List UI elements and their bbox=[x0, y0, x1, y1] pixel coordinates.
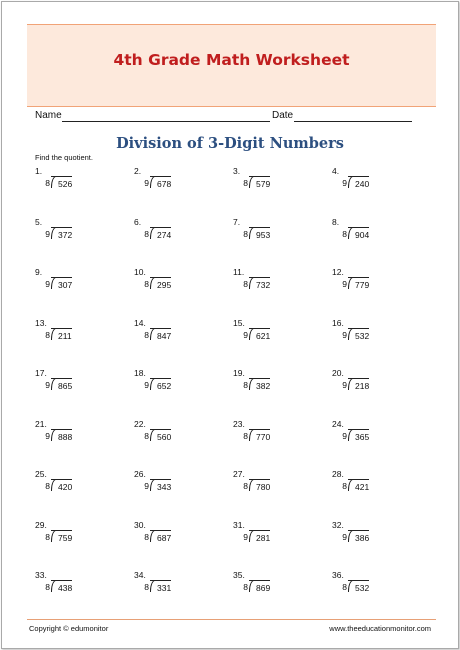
problem-number: 9. bbox=[35, 267, 43, 277]
dividend: 687 bbox=[150, 530, 171, 543]
problem-number: 33. bbox=[35, 570, 47, 580]
divisor: 9 bbox=[144, 481, 149, 491]
dividend: 560 bbox=[150, 429, 171, 442]
problem-number: 1. bbox=[35, 166, 43, 176]
problem-item bbox=[35, 520, 125, 560]
problem-number: 26. bbox=[134, 469, 146, 479]
problem-item bbox=[233, 217, 323, 257]
dividend: 343 bbox=[150, 479, 171, 492]
dividend: 780 bbox=[249, 479, 270, 492]
problem-number: 8. bbox=[332, 216, 340, 227]
problem-number: 20. bbox=[332, 368, 344, 378]
divisor: 9 bbox=[45, 279, 50, 289]
problem-number: 30. bbox=[134, 519, 146, 530]
problem-item bbox=[134, 469, 224, 509]
problem-item bbox=[35, 166, 125, 206]
dividend: 382 bbox=[249, 378, 270, 391]
problem-item bbox=[134, 419, 224, 459]
dividend: 779 bbox=[348, 277, 369, 290]
dividend: 526 bbox=[51, 176, 72, 189]
divisor: 8 bbox=[45, 329, 50, 340]
footer-divider bbox=[27, 619, 436, 620]
problem-item bbox=[332, 267, 422, 307]
problem-number: 32. bbox=[332, 519, 344, 530]
divisor: 9 bbox=[243, 531, 248, 542]
problem-number: 34. bbox=[134, 570, 146, 580]
problem-number: 28. bbox=[332, 469, 344, 479]
divisor: 8 bbox=[342, 481, 347, 491]
problem-item bbox=[233, 469, 323, 509]
worksheet-page bbox=[1, 1, 459, 649]
divisor: 9 bbox=[45, 380, 50, 390]
divisor: 8 bbox=[45, 178, 50, 188]
problem-number: 36. bbox=[332, 570, 344, 580]
dividend: 532 bbox=[348, 580, 369, 593]
page-title: 4th Grade Math Worksheet bbox=[113, 51, 350, 69]
dividend: 732 bbox=[249, 277, 270, 290]
divisor: 9 bbox=[342, 380, 347, 390]
divisor: 8 bbox=[144, 329, 149, 340]
divisor: 8 bbox=[144, 430, 149, 441]
problem-number: 6. bbox=[134, 216, 142, 227]
dividend: 372 bbox=[51, 227, 72, 240]
dividend: 365 bbox=[348, 429, 369, 442]
problem-number: 12. bbox=[332, 267, 344, 277]
divisor: 8 bbox=[45, 531, 50, 542]
divisor: 9 bbox=[144, 178, 149, 188]
worksheet-subtitle: Division of 3-Digit Numbers bbox=[116, 135, 344, 152]
divisor: 9 bbox=[45, 430, 50, 441]
problem-number: 18. bbox=[134, 368, 146, 378]
divisor: 8 bbox=[243, 380, 248, 390]
problem-item bbox=[35, 267, 125, 307]
divisor: 9 bbox=[45, 228, 50, 239]
copyright-text: Copyright © edumonitor bbox=[29, 624, 109, 633]
dividend: 621 bbox=[249, 328, 270, 341]
divisor: 8 bbox=[243, 279, 248, 289]
problem-item bbox=[35, 368, 125, 408]
problem-number: 4. bbox=[332, 166, 340, 176]
problem-item bbox=[134, 267, 224, 307]
dividend: 678 bbox=[150, 176, 171, 189]
problem-number: 23. bbox=[233, 418, 245, 429]
problem-number: 15. bbox=[233, 317, 245, 328]
problem-item bbox=[134, 166, 224, 206]
divisor: 8 bbox=[243, 228, 248, 239]
dividend: 386 bbox=[348, 530, 369, 543]
problem-number: 7. bbox=[233, 216, 241, 227]
problem-item bbox=[35, 469, 125, 509]
problem-number: 29. bbox=[35, 519, 47, 530]
problem-item bbox=[233, 368, 323, 408]
problem-item bbox=[35, 570, 125, 610]
name-label: Name bbox=[35, 110, 62, 121]
problem-item bbox=[332, 318, 422, 358]
dividend: 211 bbox=[51, 328, 72, 341]
date-label: Date bbox=[272, 110, 294, 121]
problem-item bbox=[35, 419, 125, 459]
problem-number: 17. bbox=[35, 368, 47, 378]
student-info-row bbox=[35, 110, 415, 124]
problem-number: 22. bbox=[134, 418, 146, 429]
dividend: 240 bbox=[348, 176, 369, 189]
divisor: 8 bbox=[243, 582, 248, 592]
divisor: 8 bbox=[243, 178, 248, 188]
divisor: 8 bbox=[144, 228, 149, 239]
divisor: 8 bbox=[342, 228, 347, 239]
dividend: 307 bbox=[51, 277, 72, 290]
problem-number: 27. bbox=[233, 469, 245, 479]
problem-item bbox=[134, 520, 224, 560]
name-field[interactable] bbox=[62, 121, 270, 122]
divisor: 8 bbox=[342, 582, 347, 592]
divisor: 8 bbox=[243, 481, 248, 491]
divisor: 8 bbox=[144, 279, 149, 289]
problem-number: 3. bbox=[233, 166, 241, 176]
dividend: 847 bbox=[150, 328, 171, 341]
dividend: 331 bbox=[150, 580, 171, 593]
problem-number: 25. bbox=[35, 469, 47, 479]
dividend: 438 bbox=[51, 580, 72, 593]
problem-item bbox=[134, 570, 224, 610]
problem-number: 5. bbox=[35, 216, 43, 227]
dividend: 274 bbox=[150, 227, 171, 240]
problem-number: 16. bbox=[332, 317, 344, 328]
problem-item bbox=[233, 166, 323, 206]
date-field[interactable] bbox=[294, 121, 412, 122]
divisor: 9 bbox=[342, 178, 347, 188]
dividend: 953 bbox=[249, 227, 270, 240]
problem-item bbox=[332, 368, 422, 408]
problem-item bbox=[134, 318, 224, 358]
divisor: 9 bbox=[342, 329, 347, 340]
problem-number: 2. bbox=[134, 166, 142, 176]
divisor: 9 bbox=[342, 430, 347, 441]
header-band bbox=[27, 24, 436, 107]
problem-item bbox=[332, 419, 422, 459]
problem-item bbox=[233, 419, 323, 459]
divisor: 8 bbox=[45, 582, 50, 592]
problem-number: 13. bbox=[35, 317, 47, 328]
dividend: 421 bbox=[348, 479, 369, 492]
dividend: 904 bbox=[348, 227, 369, 240]
divisor: 9 bbox=[243, 329, 248, 340]
dividend: 218 bbox=[348, 378, 369, 391]
divisor: 9 bbox=[342, 279, 347, 289]
divisor: 8 bbox=[144, 531, 149, 542]
divisor: 9 bbox=[144, 380, 149, 390]
instructions: Find the quotient. bbox=[35, 153, 93, 162]
problem-item bbox=[233, 267, 323, 307]
divisor: 9 bbox=[342, 531, 347, 542]
dividend: 420 bbox=[51, 479, 72, 492]
problem-number: 31. bbox=[233, 519, 245, 530]
divisor: 8 bbox=[243, 430, 248, 441]
divisor: 8 bbox=[144, 582, 149, 592]
dividend: 281 bbox=[249, 530, 270, 543]
dividend: 759 bbox=[51, 530, 72, 543]
dividend: 579 bbox=[249, 176, 270, 189]
dividend: 770 bbox=[249, 429, 270, 442]
dividend: 888 bbox=[51, 429, 72, 442]
problem-number: 19. bbox=[233, 368, 245, 378]
problem-item bbox=[332, 570, 422, 610]
website-link[interactable]: www.theeducationmonitor.com bbox=[329, 624, 431, 633]
problem-item bbox=[332, 217, 422, 257]
dividend: 532 bbox=[348, 328, 369, 341]
problem-item bbox=[35, 217, 125, 257]
problem-number: 11. bbox=[233, 267, 245, 277]
divisor: 8 bbox=[45, 481, 50, 491]
problem-number: 10. bbox=[134, 267, 146, 277]
problem-item bbox=[134, 217, 224, 257]
dividend: 869 bbox=[249, 580, 270, 593]
problem-number: 14. bbox=[134, 317, 146, 328]
problem-item bbox=[233, 520, 323, 560]
dividend: 652 bbox=[150, 378, 171, 391]
problem-item bbox=[35, 318, 125, 358]
dividend: 295 bbox=[150, 277, 171, 290]
problem-item bbox=[332, 469, 422, 509]
problem-item bbox=[134, 368, 224, 408]
problem-item bbox=[233, 570, 323, 610]
problem-number: 24. bbox=[332, 418, 344, 429]
problem-item bbox=[332, 166, 422, 206]
problem-item bbox=[233, 318, 323, 358]
problem-number: 35. bbox=[233, 570, 245, 580]
problem-item bbox=[332, 520, 422, 560]
problem-number: 21. bbox=[35, 418, 47, 429]
dividend: 865 bbox=[51, 378, 72, 391]
